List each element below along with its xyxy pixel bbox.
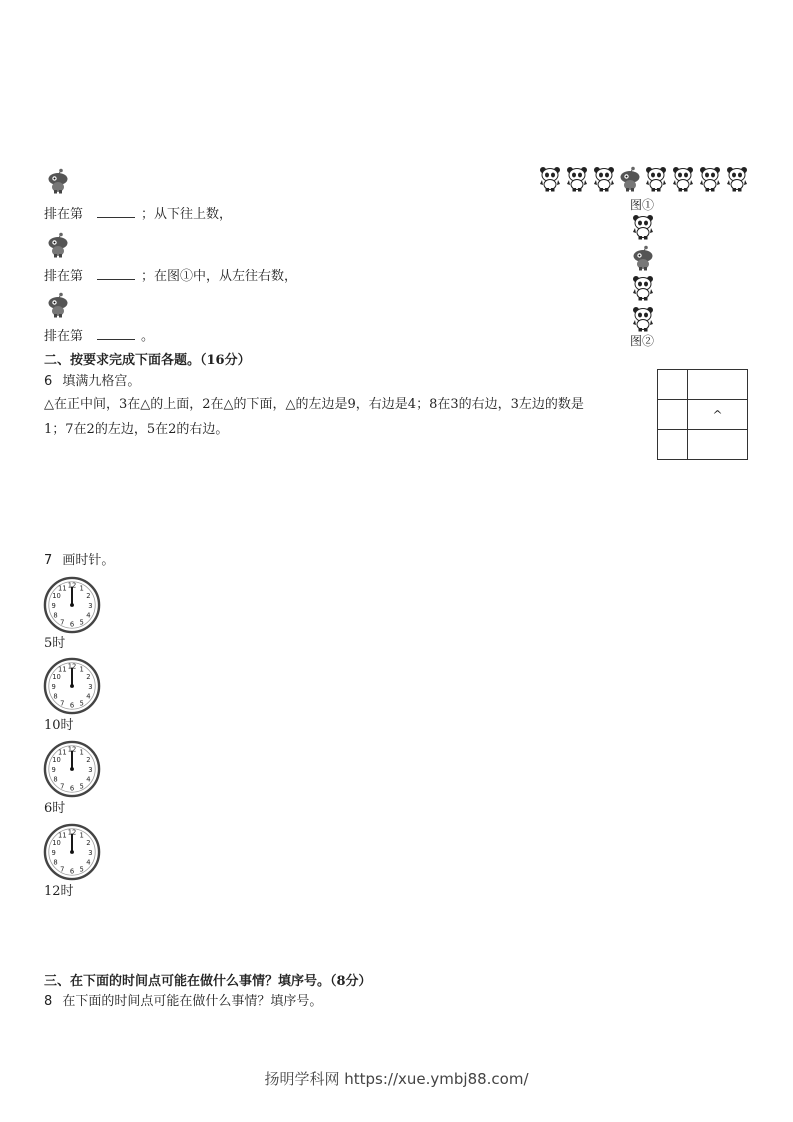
- clock-label: 12时: [44, 884, 74, 899]
- grid-cell[interactable]: [688, 370, 748, 400]
- panda-icon: [698, 166, 722, 192]
- q8-title: 在下面的时间点可能在做什么事情？填序号。: [62, 994, 323, 1009]
- figure-2-label: 图②: [630, 334, 655, 348]
- q5-line-1: [44, 206, 232, 221]
- q6-title: 填满九格宫。: [62, 374, 141, 389]
- q8-heading: [44, 995, 322, 1008]
- panda-icon: [631, 275, 655, 301]
- q5-line-1-prefix: 排在第: [44, 207, 84, 222]
- section-2-title: 二、按要求完成下面各题。（16分）: [44, 353, 251, 368]
- q5-line-3-tail: 。: [141, 329, 155, 344]
- grid-row: [658, 400, 748, 430]
- panda-icon: [592, 166, 616, 192]
- q6-description-line-2: 1；7在2的左边，5在2的右边。: [44, 422, 229, 437]
- clock-label: 5时: [44, 636, 66, 651]
- grid-row: [658, 430, 748, 460]
- q5-line-2: [44, 268, 297, 283]
- clock-icon[interactable]: [43, 740, 101, 798]
- q7-number: 7: [44, 553, 53, 568]
- figure-1-label: 图①: [630, 198, 655, 212]
- section-3-title: 三、在下面的时间点可能在做什么事情？填序号。（8分）: [44, 974, 372, 989]
- q5-line-2-tail: ；在图①中，从左往右数，: [141, 269, 298, 284]
- clock-icon[interactable]: [43, 823, 101, 881]
- q5-line-2-prefix: 排在第: [44, 269, 84, 284]
- q6-description-line-1: △在正中间，3在△的上面，2在△的下面，△的左边是9，右边是4；8在3的右边，3左边的数是: [44, 397, 584, 412]
- panda-icon: [565, 166, 589, 192]
- answer-blank-2[interactable]: [97, 268, 135, 280]
- q5-line-1-tail: ；从下往上数，: [141, 207, 233, 222]
- answer-blank-1[interactable]: [97, 206, 135, 218]
- nine-grid: [657, 369, 748, 460]
- q6-number: 6: [44, 374, 53, 389]
- grid-cell-center[interactable]: ^: [688, 400, 748, 430]
- panda-icon: [644, 166, 668, 192]
- footer-watermark: 扬明学科网 https://xue.ymbj88.com/: [264, 1070, 529, 1088]
- panda-icon: [671, 166, 695, 192]
- panda-icon: [725, 166, 749, 192]
- q7-title: 画时针。: [62, 553, 115, 568]
- dark-toy-icon: [46, 232, 70, 258]
- clock-icon[interactable]: [43, 576, 101, 634]
- grid-cell[interactable]: [658, 400, 688, 430]
- clock-label: 6时: [44, 801, 66, 816]
- panda-icon: [538, 166, 562, 192]
- q5-line-3-prefix: 排在第: [44, 329, 84, 344]
- dark-toy-icon: [46, 292, 70, 318]
- grid-cell[interactable]: [688, 430, 748, 460]
- q6-heading: [44, 375, 140, 388]
- dark-toy-icon: [618, 166, 642, 192]
- q7-heading: [44, 554, 114, 567]
- clock-icon[interactable]: [43, 657, 101, 715]
- grid-row: [658, 370, 748, 400]
- answer-blank-3[interactable]: [97, 328, 135, 340]
- dark-toy-icon: [631, 245, 655, 271]
- panda-icon: [631, 214, 655, 240]
- dark-toy-icon: [46, 168, 70, 194]
- q8-number: 8: [44, 994, 53, 1009]
- grid-cell[interactable]: [658, 370, 688, 400]
- figure-1-row: [538, 166, 750, 194]
- grid-cell[interactable]: [658, 430, 688, 460]
- panda-icon: [631, 306, 655, 332]
- clock-label: 10时: [44, 718, 74, 733]
- q5-line-3: [44, 328, 154, 343]
